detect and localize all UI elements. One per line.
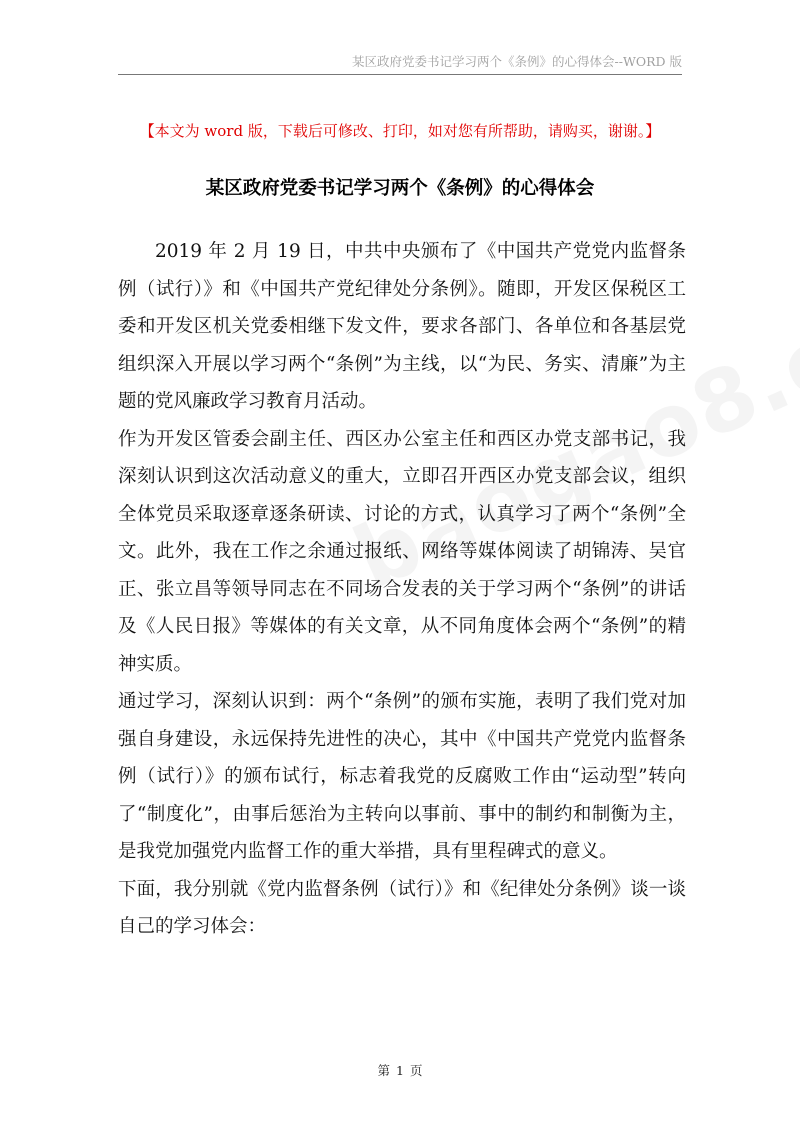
paragraph-1: 2019 年 2 月 19 日，中共中央颁布了《中国共产党党内监督条例（试行）》和《中国共产党纪律处分条例》。随即，开发区保税区工委和开发区机关党委相继下发文件，要求各部门、各单位和各基层党组织深入开展以学习两个“条例”为主线，以“为民、务实、清廉”为主题的党风廉政学习教育月活动。 (118, 241, 686, 412)
paragraph-4: 下面，我分别就《党内监督条例（试行）》和《纪律处分条例》谈一谈自己的学习体会： (118, 878, 686, 937)
footer-suffix: 页 (409, 1063, 423, 1078)
page-footer (0, 1061, 800, 1079)
header-divider (118, 74, 682, 75)
footer-prefix: 第 (377, 1063, 391, 1078)
paragraph-2: 作为开发区管委会副主任、西区办公室主任和西区办党支部书记，我深刻认识到这次活动意义的重大，立即召开西区办党支部会议，组织全体党员采取逐章逐条研读、讨论的方式，认真学习了两个“条例”全文。此外，我在工作之余通过报纸、网络等媒体阅读了胡锦涛、吴官正、张立昌等领导同志在不同场合发表的关于学习两个“条例”的讲话及《人民日报》等媒体的有关文章，从不同角度体会两个“条例”的精神实质。 (118, 428, 686, 675)
download-notice: 【本文为 word 版，下载后可修改、打印，如对您有所帮助，请购买，谢谢。】 (139, 122, 661, 140)
page-header-text: 某区政府党委书记学习两个《条例》的心得体会--WORD 版 (352, 54, 682, 69)
paragraph-3: 通过学习，深刻认识到：两个“条例”的颁布实施，表明了我们党对加强自身建设，永远保持先进性的决心，其中《中国共产党党内监督条例（试行）》的颁布试行，标志着我党的反腐败工作由“运动型”转向了“制度化”，由事后惩治为主转向以事前、事中的制约和制衡为主，是我党加强党内监督工作的重大举措，具有里程碑式的意义。 (118, 691, 686, 862)
document-title: 某区政府党委书记学习两个《条例》的心得体会 (205, 178, 595, 199)
document-body (118, 233, 686, 946)
page-number: 1 (396, 1063, 404, 1078)
